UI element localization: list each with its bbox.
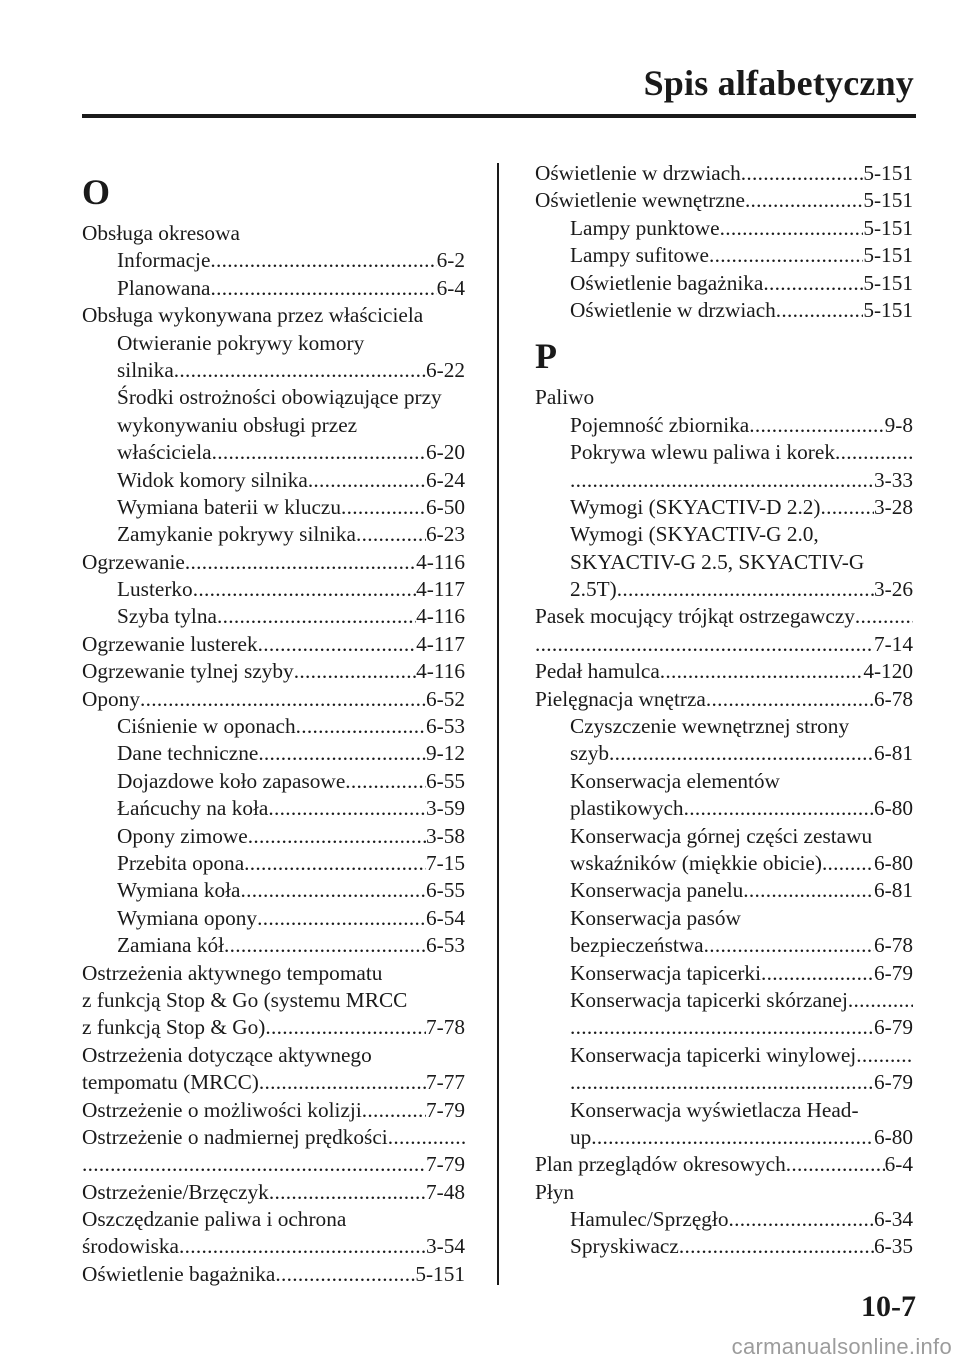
entry-page: 6-78 [873, 686, 913, 711]
entry-page: 4-120 [863, 659, 913, 684]
dot-leader [684, 795, 874, 822]
entry-text: Pielęgnacja wnętrza [535, 686, 706, 711]
entry-page: 3-28 [873, 494, 913, 519]
entry-text: Konserwacja tapicerki skórzanej [570, 987, 848, 1012]
entry-page: 6-35 [873, 1234, 913, 1259]
index-entry [82, 549, 465, 576]
index-entry [535, 603, 913, 630]
entry-text: Łańcuchy na koła [117, 796, 269, 821]
entry-text: Dojazdowe koło zapasowe [117, 768, 346, 793]
header-rule [82, 114, 916, 118]
watermark: carmanualsonline.info [731, 1334, 952, 1359]
index-subentry [82, 412, 465, 439]
index-subentry [82, 823, 465, 850]
dot-leader [341, 494, 426, 521]
dot-leader [258, 631, 416, 658]
entry-text: Konserwacja panelu [570, 878, 744, 903]
entry-text: Konserwacja wyświetlacza Head- [570, 1097, 859, 1122]
page-title: Spis alfabetyczny [643, 63, 914, 103]
entry-text: środowiska [82, 1234, 180, 1259]
index-subentry [82, 247, 465, 274]
entry-text: Paliwo [535, 385, 595, 410]
index-subentry [535, 549, 913, 576]
entry-page: 9-8 [884, 412, 913, 437]
dot-leader [244, 850, 426, 877]
entry-text: Ostrzeżenia aktywnego tempomatu [82, 960, 383, 985]
entry-page: 6-53 [425, 933, 465, 958]
entry-page: 5-151 [863, 215, 913, 240]
entry-text: Konserwacja górnej części zestawu [570, 823, 873, 848]
entry-page: 7-14 [873, 631, 913, 656]
dot-leader [275, 1261, 415, 1288]
dot-leader [704, 932, 874, 959]
dot-leader [345, 768, 426, 795]
entry-text: z funkcją Stop & Go (systemu MRCC [82, 987, 408, 1012]
entry-text: Plan przeglądów okresowych [535, 1152, 786, 1177]
section-letter: O [82, 172, 111, 212]
dot-leader [617, 576, 874, 603]
index-subentry [82, 576, 465, 603]
dot-leader [743, 877, 874, 904]
entry-text: Wymiana baterii w kluczu [117, 494, 342, 519]
entry-text: Wymogi (SKYACTIV-G 2.0, [570, 522, 819, 547]
dot-leader [822, 850, 874, 877]
dot-leader [741, 160, 864, 187]
entry-text: Dane techniczne [117, 741, 259, 766]
entry-text: Konserwacja elementów [570, 768, 780, 793]
index-subentry [82, 740, 465, 767]
entry-page: 3-59 [425, 796, 465, 821]
index-entry [82, 686, 465, 713]
entry-page: 6-53 [425, 714, 465, 739]
index-subentry [535, 242, 913, 269]
index-entry [82, 1261, 465, 1288]
index-subentry [82, 521, 465, 548]
entry-text: Ostrzeżenie o nadmiernej prędkości [82, 1124, 388, 1149]
entry-page: 6-79 [873, 1015, 913, 1040]
index-subentry [535, 1042, 913, 1069]
entry-page: 6-79 [873, 1070, 913, 1095]
entry-page: 7-15 [425, 850, 465, 875]
entry-text: Oświetlenie wewnętrzne [535, 188, 745, 213]
index-subentry [535, 576, 913, 603]
index-subentry [535, 1206, 913, 1233]
dot-leader [535, 631, 874, 658]
index-subentry [535, 932, 913, 959]
entry-text: Pokrywa wlewu paliwa i korek [570, 440, 835, 465]
entry-text: 2.5T) [570, 577, 617, 602]
index-entry [535, 160, 913, 187]
entry-page: 5-151 [863, 243, 913, 268]
index-entry [82, 1151, 465, 1178]
index-entry [82, 631, 465, 658]
entry-text: Zamiana kół [117, 933, 225, 958]
dot-leader [212, 439, 426, 466]
entry-page: 6-4 [884, 1152, 913, 1177]
entry-text: Ogrzewanie tylnej szyby [82, 659, 294, 684]
entry-text: Zamykanie pokrywy silnika [117, 522, 356, 547]
entry-page: 7-48 [425, 1179, 465, 1204]
entry-text: Płyn [535, 1179, 575, 1204]
entry-page: 6-80 [873, 1124, 913, 1149]
dot-leader [362, 1097, 426, 1124]
index-entry [535, 658, 913, 685]
entry-page: 6-78 [873, 933, 913, 958]
dot-leader [82, 1151, 426, 1178]
entry-text: Oświetlenie w drzwiach [535, 161, 741, 185]
dot-leader [269, 1179, 426, 1206]
entry-page: 3-26 [873, 577, 913, 602]
dot-leader [776, 297, 864, 324]
index-subentry [535, 713, 913, 740]
entry-page: 9-12 [425, 741, 465, 766]
index-subentry [82, 357, 465, 384]
index-entry [535, 1151, 913, 1178]
index-subentry [535, 215, 913, 242]
index-subentry [82, 330, 465, 357]
index-subentry [82, 384, 465, 411]
entry-text: Widok komory silnika [117, 467, 308, 492]
index-subentry [535, 270, 913, 297]
page-number: 10-7 [861, 1290, 916, 1323]
entry-page: 7-78 [425, 1015, 465, 1040]
entry-page: 7-79 [425, 1097, 465, 1122]
index-subentry [82, 467, 465, 494]
dot-leader [259, 1069, 426, 1096]
entry-page: 4-117 [416, 577, 465, 602]
index-entry [82, 220, 465, 247]
entry-page: 6-34 [873, 1207, 913, 1232]
entry-page: 6-2 [436, 248, 465, 273]
dot-leader [268, 795, 426, 822]
entry-page: 6-80 [873, 850, 913, 875]
column-divider [497, 163, 499, 1285]
index-entry [82, 1206, 465, 1233]
entry-text: Oświetlenie w drzwiach [570, 297, 776, 322]
index-subentry [535, 412, 913, 439]
entry-text: Ogrzewanie lusterek [82, 631, 258, 656]
index-subentry [535, 467, 913, 494]
entry-text: Pedał hamulca [535, 659, 660, 684]
entry-page: 6-81 [873, 741, 913, 766]
dot-leader [217, 603, 416, 630]
index-subentry [535, 521, 913, 548]
dot-leader [210, 247, 436, 274]
dot-leader [679, 1233, 874, 1260]
entry-text: szyb [570, 741, 610, 766]
entry-text: Ogrzewanie [82, 549, 185, 574]
index-subentry [535, 1069, 913, 1096]
entry-page: 7-79 [425, 1152, 465, 1177]
entry-text: Pasek mocujący trójkąt ostrzegawczy [535, 604, 855, 629]
entry-page: 6-79 [873, 960, 913, 985]
entry-page: 6-52 [425, 686, 465, 711]
entry-page: 6-80 [873, 796, 913, 821]
entry-page: 3-54 [425, 1234, 465, 1259]
entry-page: 3-58 [425, 823, 465, 848]
dot-leader [570, 1069, 874, 1096]
index-entry [82, 1124, 465, 1151]
dot-leader [257, 905, 426, 932]
entry-text: Opony [82, 686, 140, 711]
entry-page: 4-116 [416, 659, 465, 684]
entry-text: Lampy punktowe [570, 215, 720, 240]
entry-text: wykonywaniu obsługi przez [117, 412, 358, 437]
entry-page: 7-77 [425, 1070, 465, 1095]
dot-leader [193, 576, 416, 603]
entry-page: 5-151 [863, 270, 913, 295]
dot-leader [660, 658, 864, 685]
index-subentry [82, 932, 465, 959]
dot-leader [308, 467, 426, 494]
entry-page: 3-33 [873, 467, 913, 492]
dot-leader [179, 1233, 426, 1260]
entry-page: 6-81 [873, 878, 913, 903]
dot-leader [591, 1124, 874, 1151]
entry-text: Szyba tylna [117, 604, 217, 629]
dot-leader [265, 1014, 426, 1041]
index-entry [82, 1233, 465, 1260]
index-subentry [535, 877, 913, 904]
index-entry [535, 384, 913, 411]
entry-page: 6-50 [425, 494, 465, 519]
index-subentry [535, 1097, 913, 1124]
dot-leader [821, 494, 874, 521]
entry-text: Opony zimowe [117, 823, 248, 848]
entry-text: Informacje [117, 248, 211, 273]
entry-text: plastikowych [570, 796, 684, 821]
index-column-right [535, 160, 913, 1261]
entry-text: Ostrzeżenia dotyczące aktywnego [82, 1042, 372, 1067]
entry-text: SKYACTIV-G 2.5, SKYACTIV-G [570, 549, 865, 574]
dot-leader [706, 686, 874, 713]
entry-page: 6-4 [436, 275, 465, 300]
entry-text: Planowana [117, 275, 211, 300]
index-column-left [82, 160, 465, 1288]
index-subentry [535, 439, 913, 466]
entry-text: silnika [117, 357, 174, 382]
index-subentry [535, 740, 913, 767]
dot-leader [848, 987, 913, 1014]
entry-text: Oświetlenie bagażnika [82, 1261, 276, 1286]
index-subentry [82, 275, 465, 302]
index-subentry [82, 877, 465, 904]
index-entry [82, 960, 465, 987]
dot-leader [761, 960, 874, 987]
entry-text: Konserwacja tapicerki winylowej [570, 1042, 857, 1067]
index-subentry [535, 1233, 913, 1260]
entry-text: Ostrzeżenie o możliwości kolizji [82, 1097, 362, 1122]
entry-page: 6-54 [425, 905, 465, 930]
index-entry [535, 187, 913, 214]
index-subentry [535, 795, 913, 822]
index-subentry [535, 850, 913, 877]
dot-leader [388, 1124, 465, 1151]
dot-leader [570, 467, 874, 494]
index-subentry [82, 494, 465, 521]
index-entry [82, 658, 465, 685]
index-subentry [82, 795, 465, 822]
index-entry [82, 302, 465, 329]
entry-page: 4-116 [416, 549, 465, 574]
dot-leader [749, 412, 884, 439]
entry-page: 6-23 [425, 522, 465, 547]
entry-page: 6-22 [425, 357, 465, 382]
entry-page: 6-24 [425, 467, 465, 492]
index-entry [82, 987, 465, 1014]
dot-leader [729, 1206, 874, 1233]
dot-leader [763, 270, 863, 297]
dot-leader [185, 549, 416, 576]
entry-text: Ostrzeżenie/Brzęczyk [82, 1179, 269, 1204]
dot-leader [856, 1042, 913, 1069]
entry-page: 4-116 [416, 604, 465, 629]
index-subentry [82, 713, 465, 740]
entry-text: Obsługa wykonywana przez właściciela [82, 303, 424, 328]
entry-text: tempomatu (MRCC) [82, 1070, 259, 1095]
index-subentry [82, 439, 465, 466]
index-subentry [535, 960, 913, 987]
dot-leader [745, 187, 863, 214]
dot-leader [248, 823, 426, 850]
entry-text: Przebita opona [117, 850, 245, 875]
entry-text: Oświetlenie bagażnika [570, 270, 764, 295]
entry-text: Otwieranie pokrywy komory [117, 330, 365, 355]
entry-page: 5-151 [863, 297, 913, 322]
entry-text: bezpieczeństwa [570, 933, 704, 958]
entry-text: Pojemność zbiornika [570, 412, 750, 437]
index-subentry [535, 494, 913, 521]
index-subentry [535, 1014, 913, 1041]
dot-leader [356, 521, 426, 548]
index-subentry [535, 1124, 913, 1151]
entry-text: Konserwacja tapicerki [570, 960, 761, 985]
dot-leader [786, 1151, 885, 1178]
entry-text: Wymiana opony [117, 905, 258, 930]
dot-leader [174, 357, 426, 384]
entry-page: 6-55 [425, 878, 465, 903]
dot-leader [570, 1014, 874, 1041]
dot-leader [609, 740, 874, 767]
dot-leader [296, 713, 426, 740]
entry-text: Spryskiwacz [570, 1234, 679, 1259]
entry-text: z funkcją Stop & Go) [82, 1015, 266, 1040]
entry-text: Wymogi (SKYACTIV-D 2.2) [570, 494, 821, 519]
entry-text: Lusterko [117, 577, 193, 602]
entry-text: up [570, 1124, 592, 1149]
entry-text: Obsługa okresowa [82, 221, 240, 245]
index-entry [82, 1014, 465, 1041]
index-subentry [82, 603, 465, 630]
index-entry [535, 686, 913, 713]
index-entry [82, 1179, 465, 1206]
dot-leader [210, 275, 436, 302]
index-subentry [535, 768, 913, 795]
entry-text: Lampy sufitowe [570, 243, 709, 268]
entry-page: 5-151 [863, 188, 913, 213]
entry-text: Hamulec/Sprzęgło [570, 1207, 729, 1232]
dot-leader [140, 686, 426, 713]
entry-text: wskaźników (miękkie obicie) [570, 850, 822, 875]
entry-text: Wymiana koła [117, 878, 241, 903]
index-entry [82, 1097, 465, 1124]
index-subentry [535, 297, 913, 324]
entry-text: Konserwacja pasów [570, 905, 741, 930]
entry-text: właściciela [117, 440, 212, 465]
entry-page: 6-20 [425, 440, 465, 465]
index-subentry [535, 987, 913, 1014]
index-subentry [82, 905, 465, 932]
index-subentry [82, 850, 465, 877]
entry-text: Czyszczenie wewnętrznej strony [570, 714, 850, 739]
entry-page: 6-55 [425, 768, 465, 793]
entry-text: Oszczędzanie paliwa i ochrona [82, 1207, 347, 1232]
index-entry [535, 1179, 913, 1206]
entry-text: Środki ostrożności obowiązujące przy [117, 385, 442, 410]
entry-page: 5-151 [863, 161, 913, 185]
dot-leader [709, 242, 863, 269]
index-subentry [535, 823, 913, 850]
entry-text: Ciśnienie w oponach [117, 714, 296, 739]
index-entry [82, 1042, 465, 1069]
dot-leader [224, 932, 426, 959]
dot-leader [855, 603, 913, 630]
entry-page: 4-117 [416, 631, 465, 656]
index-entry [82, 1069, 465, 1096]
entry-page: 5-151 [415, 1261, 465, 1286]
dot-leader [294, 658, 416, 685]
index-subentry [535, 905, 913, 932]
index-entry [535, 631, 913, 658]
dot-leader [720, 215, 864, 242]
section-letter: P [535, 336, 557, 377]
dot-leader [835, 439, 913, 466]
index-subentry [82, 768, 465, 795]
dot-leader [258, 740, 426, 767]
dot-leader [241, 877, 426, 904]
